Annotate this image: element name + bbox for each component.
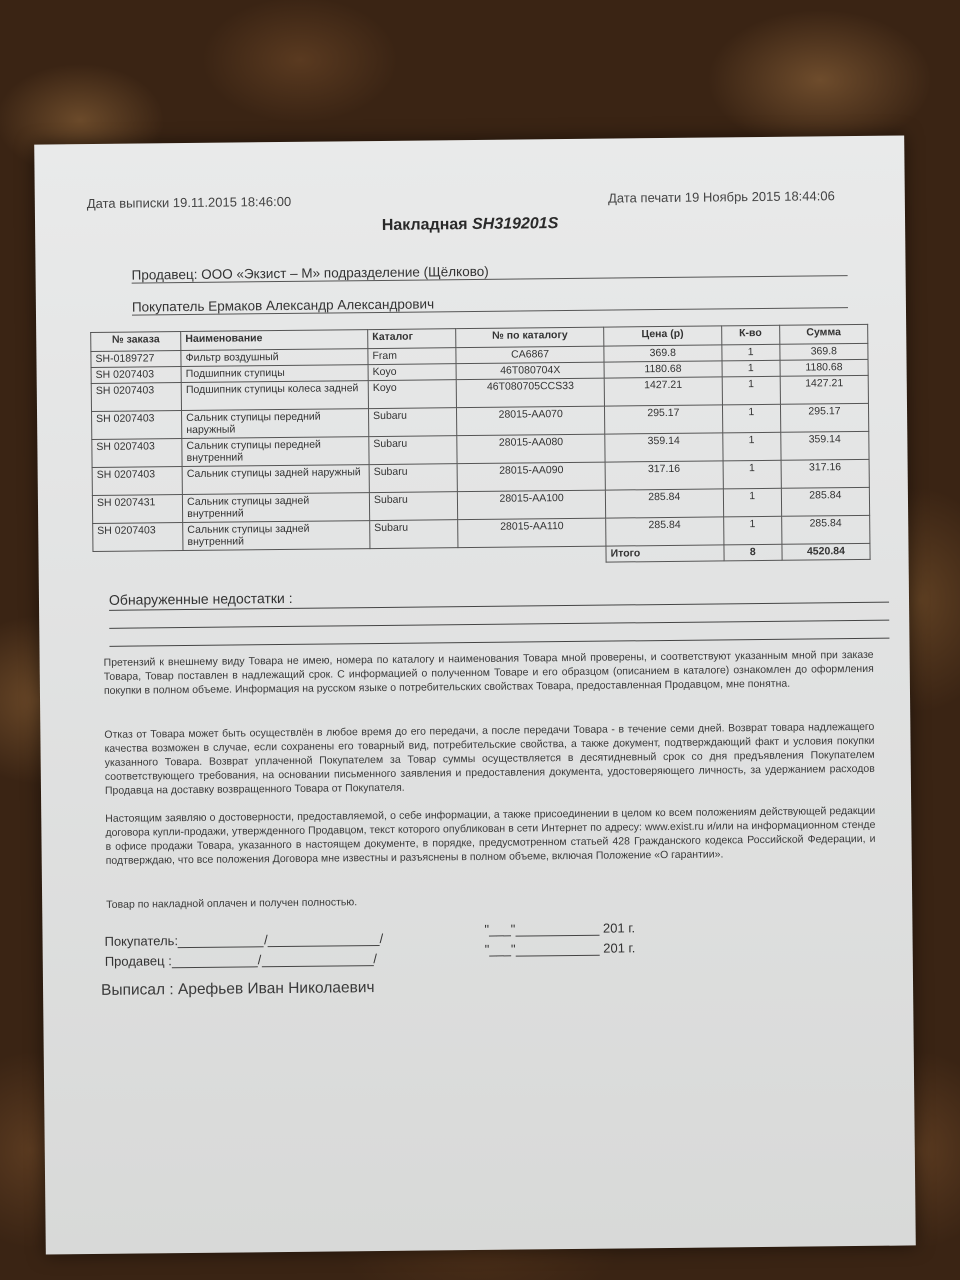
cell-qty: 1 [721, 344, 779, 361]
cell-name: Сальник ступицы задней внутренний [183, 493, 370, 523]
cell-order: SH 0207403 [91, 367, 181, 384]
col-part: № по каталогу [456, 327, 604, 348]
cell-qty: 1 [723, 460, 782, 489]
buyer-date-year: 201 г. [602, 920, 636, 936]
cell-part: 28015-AA090 [457, 462, 605, 492]
issued-by: Выписал : Арефьев Иван Николаевич [100, 979, 375, 999]
cell-part: 46T080705CCS33 [456, 378, 604, 408]
cell-sum: 359.14 [781, 431, 869, 460]
defects-line-3 [109, 638, 889, 647]
document-title [35, 211, 905, 238]
total-label: Итого [606, 545, 724, 562]
total-qty: 8 [724, 544, 782, 561]
cell-price: 1180.68 [604, 361, 722, 378]
claims-paragraph: Претензий к внешнему виду Товара не имею, номера по каталогу и наименования Товара мной проверены, и соответствуют указанным мной при заказе Товара, Товар поставлен в надлежащий срок. С информацией о полученном Товаре и его образцом (описанием в каталоге) ознакомлен до оформления покупки в полном объеме. Информация на русском языке о потребительских свойствах Товара, предоставленная Продавцом, мне понятна. [103, 648, 874, 697]
cell-order: SH-0189727 [91, 351, 181, 368]
cell-catalog: Subaru [369, 408, 457, 437]
cell-qty: 1 [722, 360, 780, 377]
cell-part: 28015-AA070 [457, 406, 605, 436]
seller-signature: Продавец : / / [104, 951, 378, 969]
cell-catalog: Fram [368, 348, 456, 365]
seller-line: Продавец: ООО «Экзист – М» подразделение (Щёлково) [132, 260, 848, 283]
cell-price: 359.14 [605, 433, 723, 462]
cell-sum: 317.16 [781, 459, 869, 488]
cell-qty: 1 [723, 488, 782, 517]
cell-qty: 1 [722, 376, 781, 405]
cell-catalog: Subaru [369, 492, 457, 521]
cell-price: 317.16 [605, 461, 723, 490]
cell-price: 1427.21 [604, 377, 722, 406]
seller-date-year: 201 г. [603, 940, 636, 956]
items-table [90, 324, 870, 568]
cell-part: CA6867 [456, 346, 604, 364]
cell-order: SH 0207431 [92, 495, 182, 524]
col-price: Цена (р) [604, 326, 722, 346]
cell-name: Сальник ступицы передней внутренний [182, 437, 369, 467]
defects-label: Обнаруженные недостатки : [108, 589, 293, 608]
cell-sum: 369.8 [780, 343, 868, 360]
cell-part: 28015-AA100 [458, 490, 606, 520]
buyer-line: Покупатель Ермаков Александр Александрович [132, 292, 848, 315]
seller-date [485, 940, 636, 957]
seller-date-quote: "___" [484, 941, 516, 957]
consent-paragraph: Настоящим заявляю о достоверности, предоставляемой, о себе информации, а также присоединении в целом ко всем положениям действующей редакции договора купли-продажи, утвержденного Продавцом, текст которого опубликован в сети Интернет по адресу: www.exist.ru и/или на информационном стенде в офисе продажи Товара, указанного в настоящем документе, в порядке, предусмотренном статьей 428 Гражданского кодекса Российской Федерации, и подтверждаю, что все положения Договора мне известны и разъяснены в полном объеме, включая Положение «О гарантии». [105, 804, 876, 867]
cell-sum: 285.84 [781, 487, 869, 516]
cell-sum: 285.84 [781, 515, 869, 544]
payment-note: Товар по накладной оплачен и получен полностью. [106, 896, 358, 911]
buyer-date [484, 920, 635, 937]
total-sum: 4520.84 [782, 543, 870, 560]
print-date: Дата печати 19 Ноябрь 2015 18:44:06 [608, 188, 835, 206]
col-name: Наименование [181, 330, 368, 351]
cell-catalog: Koyo [368, 380, 456, 409]
cell-part: 46T080704X [456, 362, 604, 380]
buyer-signature-label: Покупатель: [104, 933, 179, 949]
cell-name: Подшипник ступицы колеса задней [181, 381, 368, 411]
col-order: № заказа [91, 332, 181, 352]
cell-qty: 1 [723, 516, 782, 545]
cell-price: 285.84 [605, 489, 723, 518]
cell-catalog: Subaru [369, 464, 457, 493]
seller-signature-label: Продавец : [104, 953, 172, 969]
buyer-date-quote: "___" [484, 921, 516, 937]
cell-order: SH 0207403 [91, 383, 181, 412]
col-qty: К-во [721, 325, 779, 345]
issue-date: Дата выписки 19.11.2015 18:46:00 [86, 193, 292, 212]
cell-sum: 1180.68 [780, 359, 868, 376]
cell-catalog: Koyo [368, 364, 456, 381]
cell-price: 295.17 [605, 405, 723, 434]
cell-name: Сальник ступицы задней внутренний [183, 521, 370, 551]
cell-catalog: Subaru [369, 436, 457, 465]
cell-name: Сальник ступицы задней наружный [182, 465, 369, 495]
cell-order: SH 0207403 [93, 523, 183, 552]
cell-order: SH 0207403 [92, 411, 182, 440]
cell-price: 285.84 [606, 517, 724, 546]
cell-part: 28015-AA110 [458, 518, 606, 548]
cell-name: Сальник ступицы передний наружный [182, 409, 369, 439]
cell-name: Фильтр воздушный [181, 349, 368, 367]
title-label: Накладная [381, 216, 468, 234]
col-catalog: Каталог [368, 329, 456, 349]
cell-order: SH 0207403 [92, 439, 182, 468]
cell-order: SH 0207403 [92, 467, 182, 496]
col-sum: Сумма [779, 324, 867, 344]
cell-qty: 1 [722, 432, 781, 461]
cell-price: 369.8 [604, 345, 722, 362]
cell-name: Подшипник ступицы [181, 365, 368, 383]
invoice-paper [34, 135, 916, 1254]
cell-catalog: Subaru [370, 520, 458, 549]
invoice-number: SH319201S [471, 215, 559, 234]
return-paragraph: Отказ от Товара может быть осуществлён в любое время до его передачи, а после передачи Товара - в течение семи дней. Возврат товара надлежащего качества возможен в случае, если сохранены его товарный вид, потребительские свойства, а также документ, подтверждающий факт и условия покупки указанного Товара. Возврат уплаченной Покупателем за Товар суммы осуществляется в десятидневный срок со дня предъявления Покупателем соответствующего требования, на основании письменного заявления и предоставления документа, удостоверяющего личность, за удержанием расходов Продавца на доставку возвращенного Товара от Покупателя. [104, 720, 875, 797]
cell-sum: 1427.21 [780, 375, 868, 404]
defects-line-2 [109, 620, 889, 629]
cell-part: 28015-AA080 [457, 434, 605, 464]
buyer-signature: Покупатель: / / [104, 930, 384, 949]
cell-qty: 1 [722, 404, 781, 433]
cell-sum: 295.17 [780, 403, 868, 432]
